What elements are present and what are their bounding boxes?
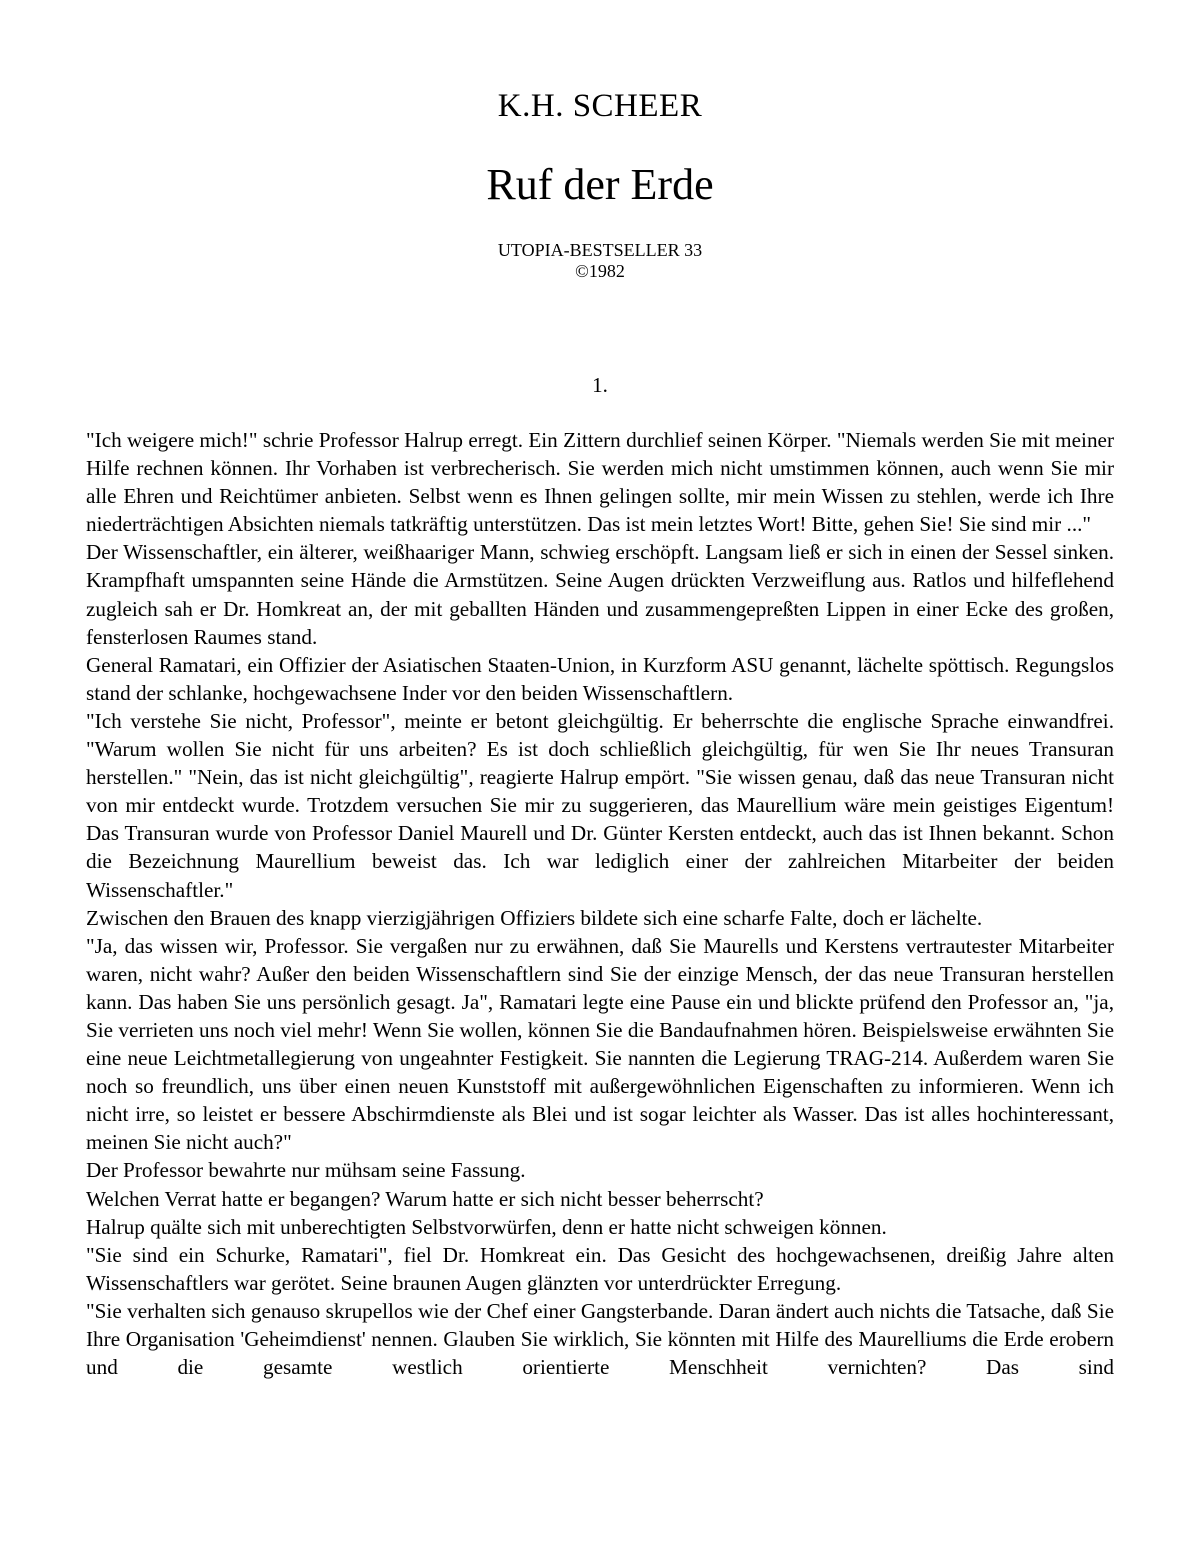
paragraph: Der Wissenschaftler, ein älterer, weißhaariger Mann, schwieg erschöpft. Langsam ließ er sich in einen der Sessel sinken. Krampfhaft umspannten seine Hände die Armstützen. Seine Augen drückten Verzweiflung aus. Ratlos und hilfeflehend zugleich sah er Dr. Homkreat an, der mit geballten Händen und zusammengepreßten Lippen in einer Ecke des großen, fensterlosen Raumes stand. <box>86 540 1114 649</box>
paragraph: General Ramatari, ein Offizier der Asiatischen Staaten-Union, in Kurzform ASU genannt, lächelte spöttisch. Regungslos stand der schlanke, hochgewachsene Inder vor den beiden Wissenschaftlern. <box>86 652 1114 705</box>
series-label: UTOPIA-BESTSELLER 33 <box>497 240 703 260</box>
paragraph: "Ja, das wissen wir, Professor. Sie vergaßen nur zu erwähnen, daß Sie Maurells und Kerstens vertrautester Mitarbeiter waren, nicht wahr? Außer den beiden Wissenschaftlern sind Sie der einzige Mensch, der das neue Transuran herstellen kann. Das haben Sie uns persönlich gesagt. Ja", Ramatari legte eine Pause ein und blickte prüfend den Professor an, "ja, Sie verrieten uns noch viel mehr! Wenn Sie wollen, können Sie die Bandaufnahmen hören. Beispielsweise erwähnten Sie eine neue Leichtmetallegierung von ungeahnter Festigkeit. Sie nannten die Legierung TRAG-214. Außerdem waren Sie noch so freundlich, uns über einen neuen Kunststoff mit außergewöhnlichen Eigenschaften zu informieren. Wenn ich nicht irre, so leistet er bessere Abschirmdienste als Blei und ist sogar leichter als Wasser. Das ist alles hochinteressant, meinen Sie nicht auch?" <box>86 933 1114 1155</box>
book-title: Ruf der Erde <box>486 160 714 209</box>
paragraph: Halrup quälte sich mit unberechtigten Selbstvorwürfen, denn er hatte nicht schweigen können. <box>86 1214 887 1239</box>
paragraph: Der Professor bewahrte nur mühsam seine Fassung. <box>86 1158 526 1183</box>
paragraph: Zwischen den Brauen des knapp vierzigjährigen Offiziers bildete sich eine scharfe Falte, doch er lächelte. <box>86 905 983 930</box>
paragraph: "Sie verhalten sich genauso skrupellos wie der Chef einer Gangsterbande. Daran ändert auch nichts die Tatsache, daß Sie Ihre Organisation 'Geheimdienst' nennen. Glauben Sie wirklich, Sie könnten mit Hilfe des Maurelliums die Erde erobern und die gesamte westlich orientierte Menschheit vernichten? Das sind <box>86 1298 1114 1380</box>
paragraph: "Sie sind ein Schurke, Ramatari", fiel Dr. Homkreat ein. Das Gesicht des hochgewachsenen, dreißig Jahre alten Wissenschaftlers war gerötet. Seine braunen Augen glänzten vor unterdrückter Erregung. <box>86 1242 1114 1295</box>
author-name: K.H. SCHEER <box>497 88 703 124</box>
body-text <box>86 426 1114 1381</box>
series-info <box>0 240 1200 282</box>
chapter-heading: 1. <box>592 373 608 397</box>
paragraph: Welchen Verrat hatte er begangen? Warum hatte er sich nicht besser beherrscht? <box>86 1186 764 1211</box>
copyright-year: ©1982 <box>575 261 625 281</box>
paragraph: "Ich verstehe Sie nicht, Professor", meinte er betont gleichgültig. Er beherrschte die englische Sprache einwandfrei. "Warum wollen Sie nicht für uns arbeiten? Es ist doch schließlich gleichgültig, für wen Sie Ihr neues Transuran herstellen." "Nein, das ist nicht gleichgültig", reagierte Halrup empört. "Sie wissen genau, daß das neue Transuran nicht von mir entdeckt wurde. Trotzdem versuchen Sie mir zu suggerieren, das Maurellium wäre mein geistiges Eigentum! Das Transuran wurde von Professor Daniel Maurell und Dr. Günter Kersten entdeckt, auch das ist Ihnen bekannt. Schon die Bezeichnung Maurellium beweist das. Ich war lediglich einer der zahlreichen Mitarbeiter der beiden Wissenschaftler." <box>86 708 1114 902</box>
paragraph: "Ich weigere mich!" schrie Professor Halrup erregt. Ein Zittern durchlief seinen Körper. "Niemals werden Sie mit meiner Hilfe rechnen können. Ihr Vorhaben ist verbrecherisch. Sie werden mich nicht umstimmen können, auch wenn Sie mir alle Ehren und Reichtümer anbieten. Selbst wenn es Ihnen gelingen sollte, mir mein Wissen zu stehlen, werde ich Ihre niederträchtigen Absichten niemals tatkräftig unterstützen. Das ist mein letztes Wort! Bitte, gehen Sie! Sie sind mir ..." <box>86 428 1114 537</box>
